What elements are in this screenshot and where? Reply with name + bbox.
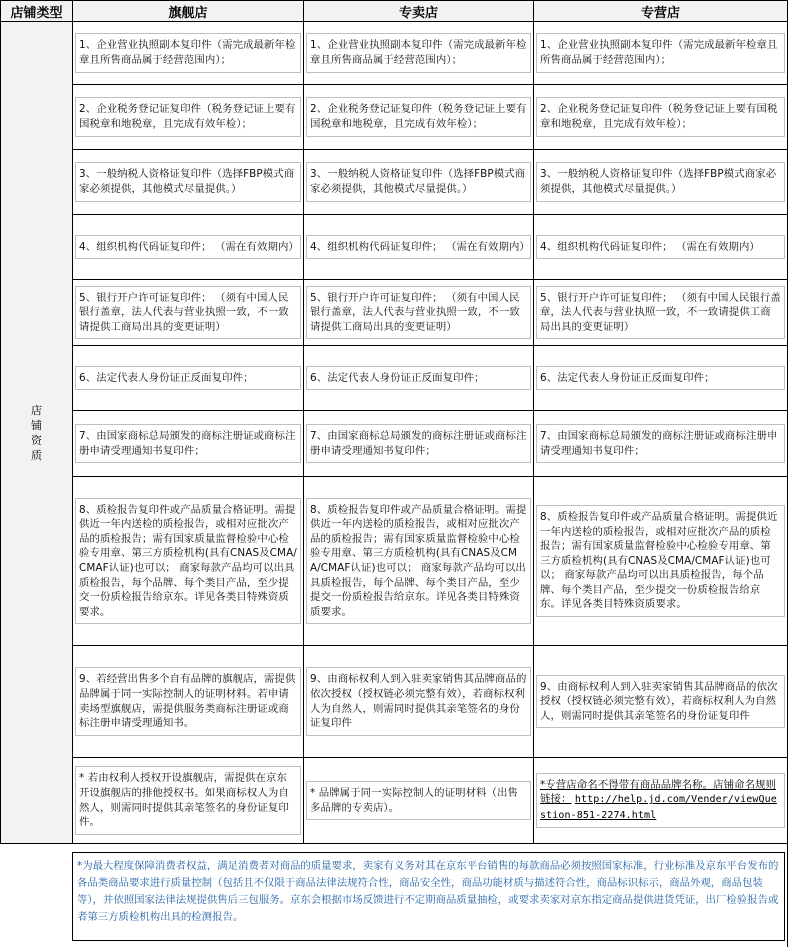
specialty-item-4: 4、组织机构代码证复印件； （需在有效期内） [306,235,531,260]
franchise-item-8: 8、质检报告复印件或产品质量合格证明。需提供近一年内送检的质检报告，或相对应批次产品的质检报告；需有国家质量监督检验中心检验专用章、第三方质检机构(具有CNAS及CMA/CMAF认证)也可以； 商家每款产品均可以出具质检报告，每个品牌、每个类目产品，至少提交一份质检报告给京东。详见各类目特殊资质要求。 [536,505,785,617]
header-franchise: 专营店 [534,1,788,22]
franchise-item-9: 9、由商标权利人到入驻卖家销售其品牌商品的依次授权（授权链必须完整有效），若商标权利人为自然人，则需同时提供其亲笔签名的身份证复印件 [536,675,785,729]
header-flagship: 旗舰店 [73,1,304,22]
table-row [1,280,788,346]
flagship-item-3: 3、一般纳税人资格证复印件（选择FBP模式商家必须提供，其他模式尽量提供。） [75,162,301,201]
franchise-item-3: 3、一般纳税人资格证复印件（选择FBP模式商家必须提供，其他模式尽量提供。） [536,162,785,201]
flagship-item-8: 8、质检报告复印件或产品质量合格证明。需提供近一年内送检的质检报告，或相对应批次产品的质检报告；需有国家质量监督检验中心检验专用章、第三方质检机构(具有CNAS及CMA/CMAF认证)也可以； 商家每款产品均可以出具质检报告，每个品牌、每个类目产品，至少提交一份质检报告给京东。详见各类目特殊资质要求。 [75,498,301,625]
franchise-item-5: 5、银行开户许可证复印件； （须有中国人民银行盖章，法人代表与营业执照一致，不一致请提供工商局出具的变更证明） [536,286,785,340]
specialty-item-7: 7、由国家商标总局颁发的商标注册证或商标注册申请受理通知书复印件； [306,424,531,463]
side-label: 店铺资质 [31,403,42,462]
table-row [1,411,788,477]
flagship-item-2: 2、企业税务登记证复印件（税务登记证上要有国税章和地税章，且完成有效年检）； [75,97,301,136]
franchise-item-4: 4、组织机构代码证复印件； （需在有效期内） [536,235,785,260]
flagship-item-9: 9、若经营出售多个自有品牌的旗舰店，需提供品牌属于同一实际控制人的证明材料。若申请卖场型旗舰店，需提供服务类商标注册证或商标注册申请受理通知书。 [75,667,301,735]
header-store-type: 店铺类型 [1,1,73,22]
specialty-extra: * 品牌属于同一实际控制人的证明材料（出售多品牌的专卖店）。 [306,781,531,820]
specialty-item-9: 9、由商标权利人到入驻卖家销售其品牌商品的依次授权（授权链必须完整有效），若商标权利人为自然人，则需同时提供其亲笔签名的身份证复印件 [306,667,531,735]
franchise-extra [536,773,785,829]
franchise-item-7: 7、由国家商标总局颁发的商标注册证或商标注册申请受理通知书复印件； [536,424,785,463]
naming-rule-text: *专营店命名不得带有商品品牌名称。店铺命名规则链接： [540,778,777,806]
specialty-item-8: 8、质检报告复印件或产品质量合格证明。需提供近一年内送检的质检报告，或相对应批次产品的质检报告；需有国家质量监督检验中心检验专用章、第三方质检机构(具有CNAS及CMA/CMAF认证)也可以； 商家每款产品均可以出具质检报告，每个品牌、每个类目产品，至少提交一份质检报告给京东。详见各类目特殊资质要求。 [306,498,531,625]
table-row [1,758,788,844]
side-label-cell [1,22,73,844]
specialty-item-5: 5、银行开户许可证复印件； （须有中国人民银行盖章，法人代表与营业执照一致，不一致请提供工商局出具的变更证明） [306,286,531,340]
naming-rule-link[interactable]: http://help.jd.com/Vender/viewQuestion-851-2274.html [540,794,777,821]
flagship-item-7: 7、由国家商标总局颁发的商标注册证或商标注册申请受理通知书复印件； [75,424,301,463]
table-row [1,477,788,646]
flagship-item-5: 5、银行开户许可证复印件； （须有中国人民银行盖章，法人代表与营业执照一致，不一致请提供工商局出具的变更证明） [75,286,301,340]
table-row [1,85,788,150]
franchise-item-6: 6、法定代表人身份证正反面复印件； [536,366,785,391]
franchise-item-2: 2、企业税务登记证复印件（税务登记证上要有国税章和地税章，且完成有效年检）； [536,97,785,136]
header-specialty: 专卖店 [304,1,534,22]
flagship-item-4: 4、组织机构代码证复印件； （需在有效期内） [75,235,301,260]
specialty-item-3: 3、一般纳税人资格证复印件（选择FBP模式商家必须提供，其他模式尽量提供。） [306,162,531,201]
table-row [1,346,788,411]
specialty-item-1: 1、企业营业执照副本复印件（需完成最新年检章且所售商品属于经营范围内）； [306,33,531,72]
right-border [787,0,788,947]
flagship-extra: * 若由权利人授权开设旗舰店，需提供在京东开设旗舰店的排他授权书。如果商标权人为自然人，则需同时提供其亲笔签名的身份证复印件。 [75,766,301,834]
specialty-item-2: 2、企业税务登记证复印件（税务登记证上要有国税章和地税章，且完成有效年检）； [306,97,531,136]
header-row [1,1,788,22]
table-row [1,150,788,215]
table-row [1,215,788,280]
table-row [1,22,788,85]
table-row [1,646,788,758]
flagship-item-1: 1、企业营业执照副本复印件（需完成最新年检章且所售商品属于经营范围内）； [75,33,301,72]
franchise-item-1: 1、企业营业执照副本复印件（需完成最新年检章且所售商品属于经营范围内）； [536,33,785,72]
specialty-item-6: 6、法定代表人身份证正反面复印件； [306,366,531,391]
quality-control-note: *为最大程度保障消费者权益，满足消费者对商品的质量要求，卖家有义务对其在京东平台销售的每款商品必须按照国家标准，行业标准及京东平台发布的各品类商品要求进行质量控制（包括且不仅限于商品法律法规符合性，商品安全性，商品功能材质与描述符合性，商品标识标示，商品外观，商品包装等），并依照国家法律法规提供售后三包服务。京东会根据市场反馈进行不定期商品质量抽检，或要求卖家对京东指定商品提供进货凭证，出厂检验报告或者第三方质检机构出具的检测报告。 [72,852,785,941]
flagship-item-6: 6、法定代表人身份证正反面复印件； [75,366,301,391]
